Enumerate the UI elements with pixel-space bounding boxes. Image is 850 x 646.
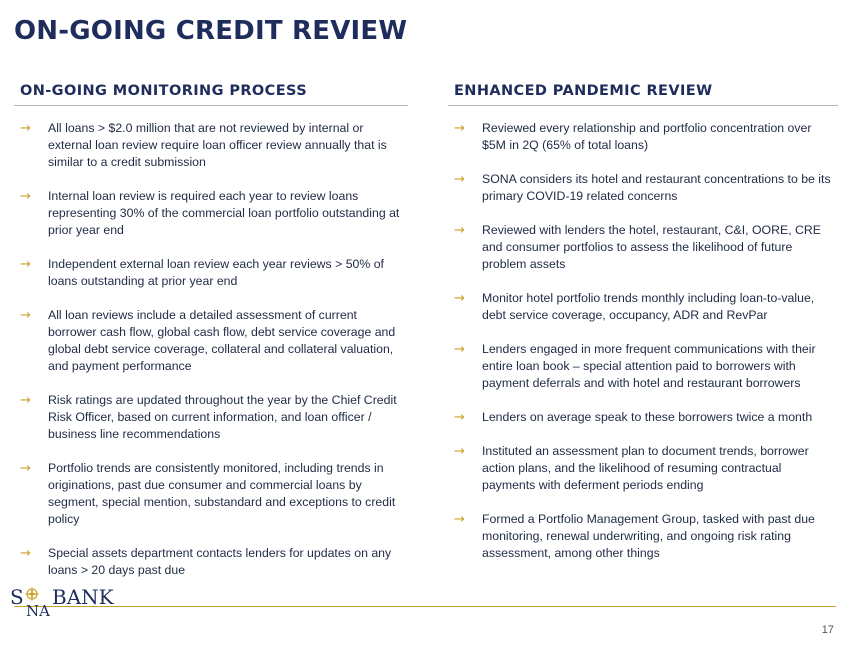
list-item: → Risk ratings are updated throughout the year by the Chief Credit Risk Officer, based on current information, and loan officer / business line recommendations — [20, 393, 397, 441]
arrow-right-icon: → — [454, 121, 465, 136]
list-item: → Reviewed with lenders the hotel, restaurant, C&I, OORE, CRE and consumer portfolios to assess the likelihood of future problem assets — [454, 223, 821, 271]
logo-letters-na: NA — [26, 602, 50, 620]
list-item: → Internal loan review is required each year to review loans representing 30% of the commercial loan portfolio outstanding at prior year end — [20, 189, 400, 237]
list-item: → Lenders engaged in more frequent communications with their entire loan book – special attention paid to borrowers with payment deferrals and with hotel and restaurant borrowers — [454, 342, 816, 390]
page-number: 17 — [821, 624, 834, 636]
list-item: → All loan reviews include a detailed assessment of current borrower cash flow, global cash flow, debt service coverage and global debt service coverage, collateral and collateral valuation, and payment performance — [20, 308, 396, 373]
monitoring-process-column — [14, 80, 408, 596]
list-item: → SONA considers its hotel and restaurant concentrations to be its primary COVID-19 related concerns — [454, 172, 831, 203]
logo-word-bank: BANK — [52, 585, 114, 609]
list-item: → Reviewed every relationship and portfolio concentration over $5M in 2Q (65% of total loans) — [454, 121, 812, 152]
arrow-right-icon: → — [20, 308, 31, 323]
arrow-right-icon: → — [20, 461, 31, 476]
arrow-right-icon: → — [454, 223, 465, 238]
arrow-right-icon: → — [454, 444, 465, 459]
arrow-right-icon: → — [454, 512, 465, 527]
arrow-right-icon: → — [454, 291, 465, 306]
arrow-right-icon: → — [454, 410, 465, 425]
footer-divider — [14, 606, 836, 607]
arrow-right-icon: → — [20, 546, 31, 561]
page-title: ON-GOING CREDIT REVIEW — [14, 16, 408, 46]
arrow-right-icon: → — [454, 342, 465, 357]
pandemic-review-column — [448, 80, 838, 579]
list-item: → Portfolio trends are consistently monitored, including trends in originations, past due consumer and commercial loans by segment, special mention, substandard and exceptions to credit policy — [20, 461, 396, 526]
arrow-right-icon: → — [20, 393, 31, 408]
monitoring-process-list — [14, 106, 408, 579]
arrow-right-icon: → — [454, 172, 465, 187]
list-item: → Independent external loan review each year reviews > 50% of loans outstanding at prior year end — [20, 257, 384, 288]
compass-icon — [24, 586, 40, 602]
sonabank-logo — [8, 582, 128, 622]
list-item: → Special assets department contacts lenders for updates on any loans > 20 days past due — [20, 546, 392, 577]
list-item: → Monitor hotel portfolio trends monthly including loan-to-value, debt service coverage, occupancy, ADR and RevPar — [454, 291, 815, 322]
list-item: → Lenders on average speak to these borrowers twice a month — [454, 410, 813, 425]
logo-letter-s: S — [10, 585, 24, 609]
list-item: → Instituted an assessment plan to document trends, borrower action plans, and the likelihood of resuming contractual payments with deferment periods ending — [454, 444, 809, 492]
pandemic-review-list — [448, 106, 838, 562]
list-item: → All loans > $2.0 million that are not reviewed by internal or external loan review require loan officer review annually that is similar to a credit submission — [20, 121, 387, 169]
pandemic-review-heading: ENHANCED PANDEMIC REVIEW — [448, 80, 838, 106]
monitoring-process-heading: ON-GOING MONITORING PROCESS — [14, 80, 408, 106]
arrow-right-icon: → — [20, 257, 31, 272]
list-item: → Formed a Portfolio Management Group, tasked with past due monitoring, renewal underwriting, and ongoing risk rating assessment, among other things — [454, 512, 815, 560]
arrow-right-icon: → — [20, 121, 31, 136]
arrow-right-icon: → — [20, 189, 31, 204]
